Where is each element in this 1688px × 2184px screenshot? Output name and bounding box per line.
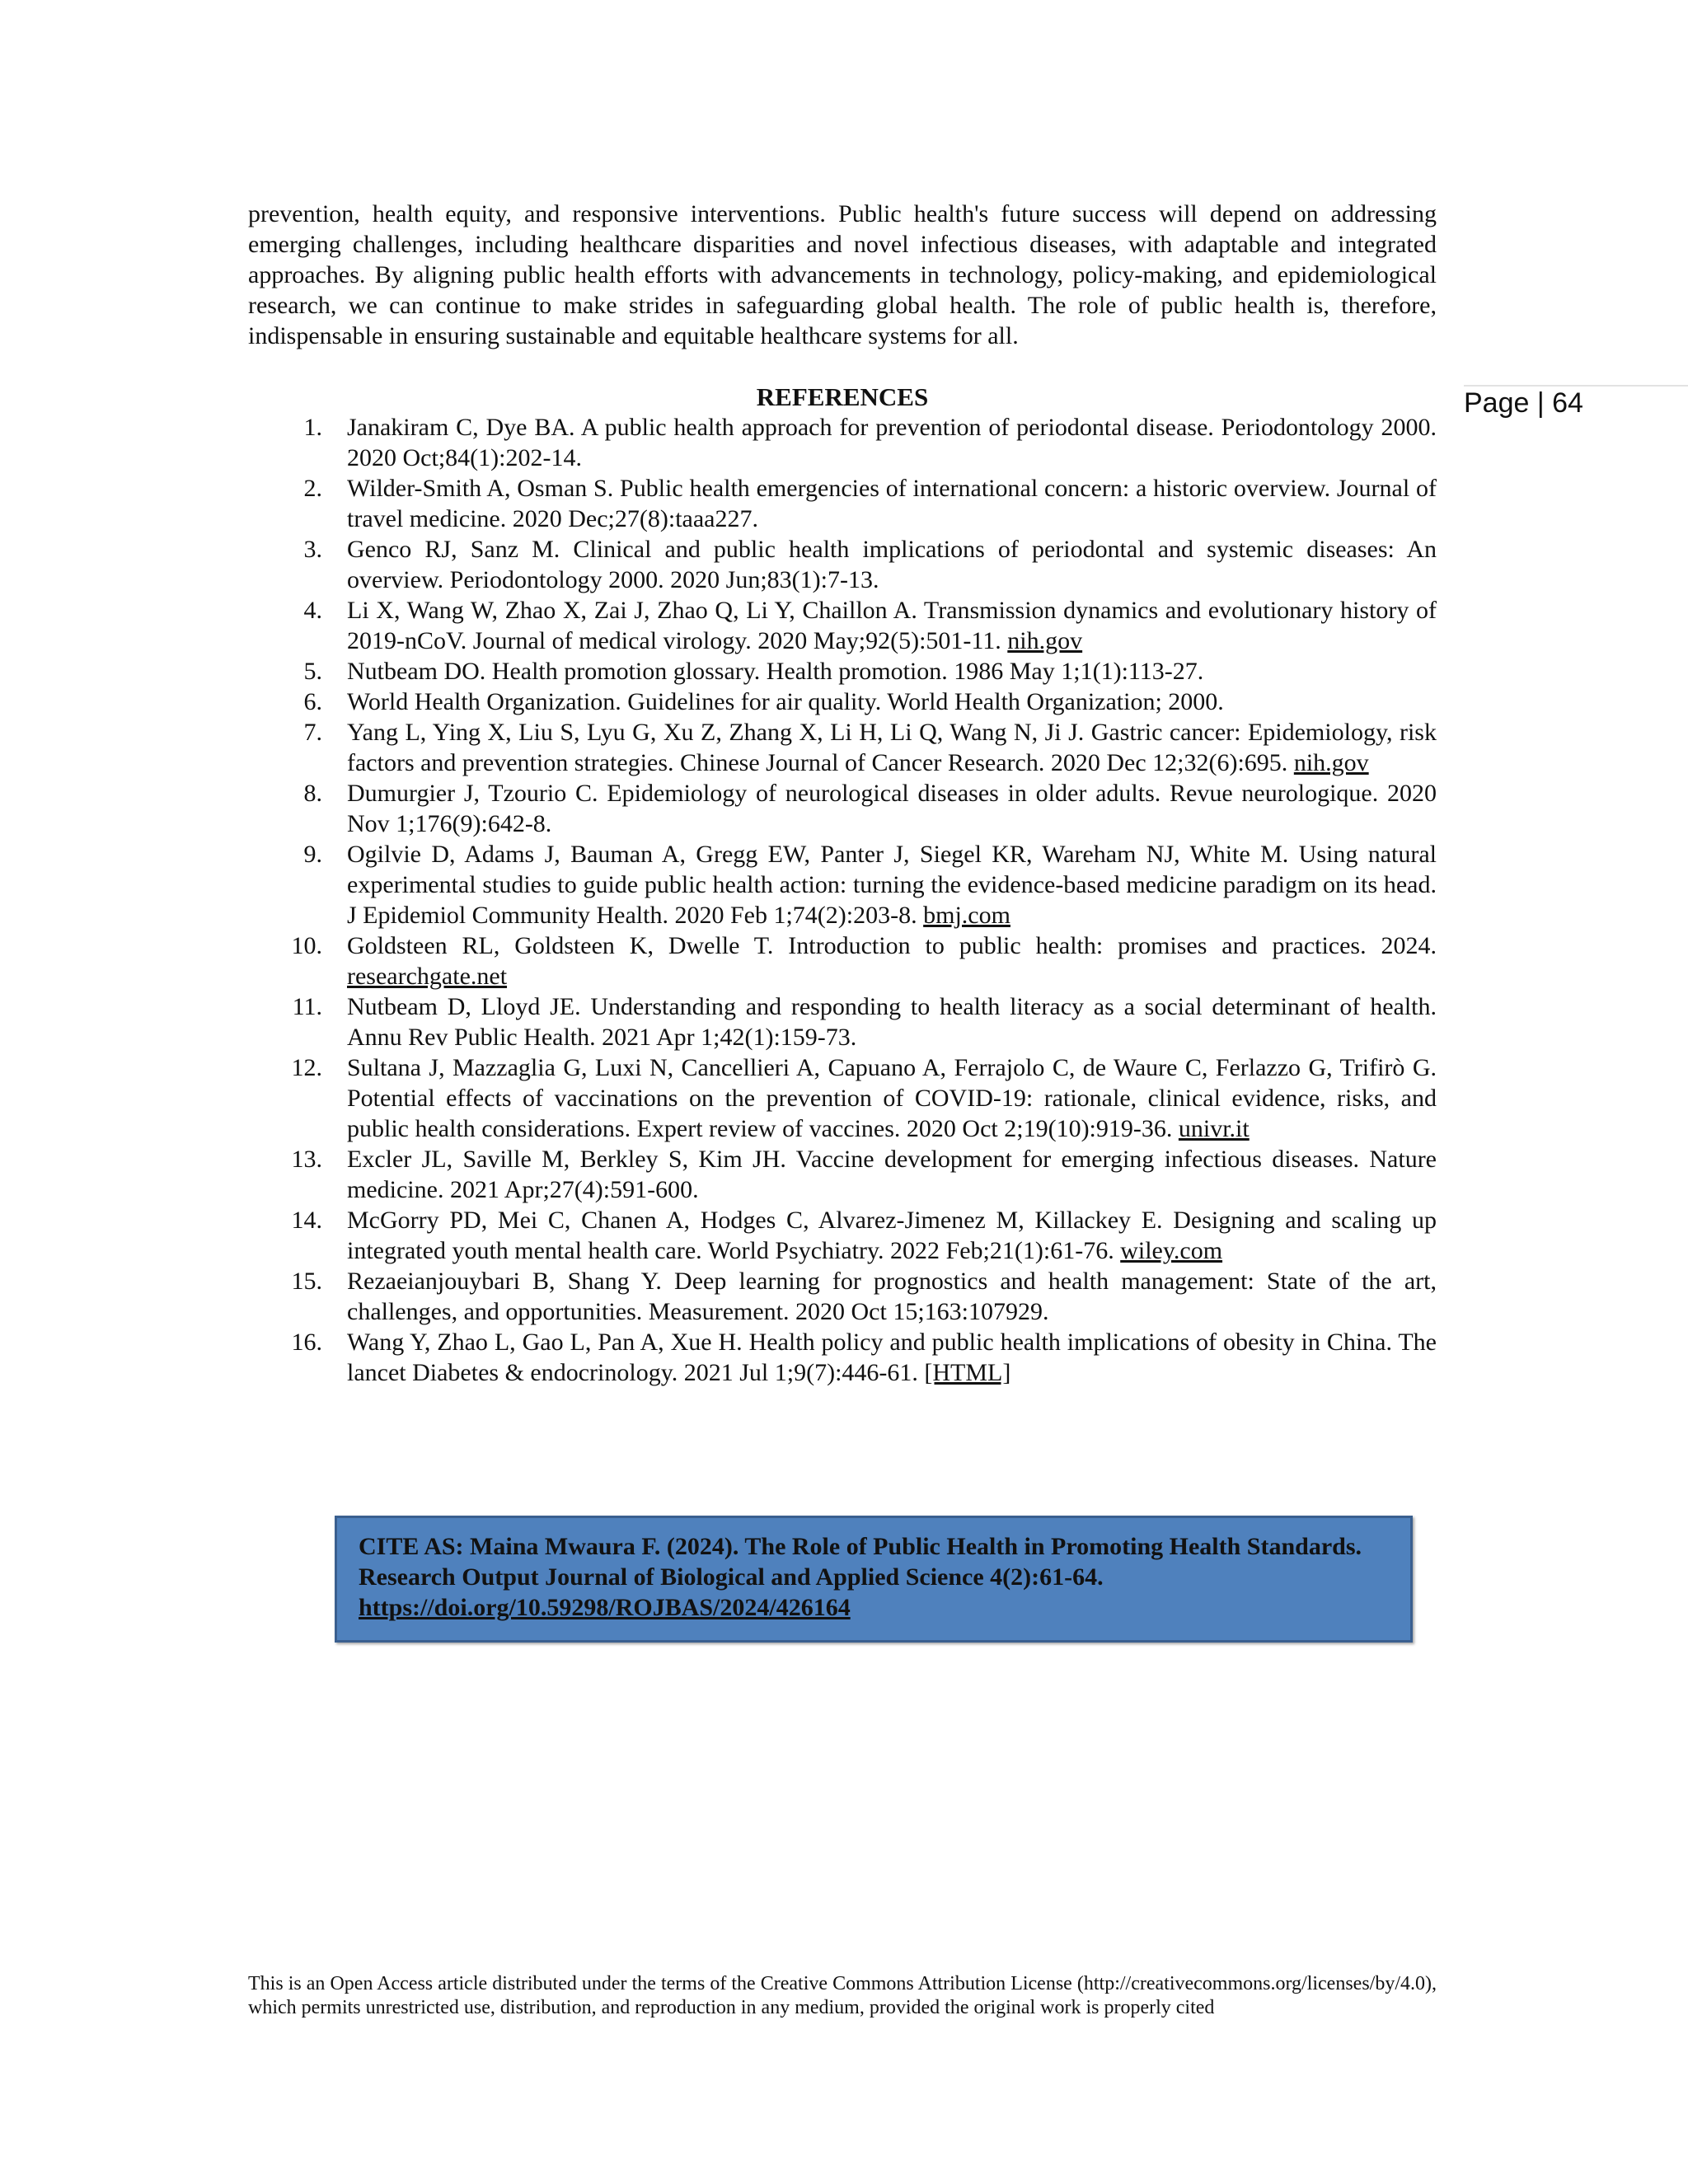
- reference-text: Nutbeam DO. Health promotion glossary. Health promotion. 1986 May 1;1(1):113-27.: [347, 658, 1204, 685]
- reference-number: 6.: [303, 688, 322, 715]
- reference-number: 13.: [291, 1146, 322, 1173]
- reference-text: Excler JL, Saville M, Berkley S, Kim JH. Vaccine development for emerging infectious diseases. Nature medicine. 2021 Apr;27(4):591-600.: [347, 1146, 1437, 1203]
- reference-link[interactable]: wiley.com: [1120, 1237, 1223, 1264]
- license-footer: This is an Open Access article distributed under the terms of the Creative Commons Attribution License (http://creativecommons.org/licenses/by/4.0), which permits unrestricted use, distribution, and reproduction in any medium, provided the original work is properly cited: [248, 1973, 1437, 2018]
- doi-link[interactable]: https://doi.org/10.59298/ROJBAS/2024/426164: [359, 1594, 851, 1621]
- reference-item: [248, 1266, 1437, 1327]
- page-number: Page | 64: [1464, 387, 1583, 419]
- reference-item: [248, 534, 1437, 595]
- reference-number: 11.: [292, 993, 322, 1020]
- reference-item: [248, 473, 1437, 534]
- intro-paragraph: prevention, health equity, and responsive interventions. Public health's future success will depend on addressing emerging challenges, including healthcare disparities and novel infectious diseases, with adaptable and integrated approaches. By aligning public health efforts with advancements in technology, policy-making, and epidemiological research, we can continue to make strides in safeguarding global health. The role of public health is, therefore, indispensable in ensuring sustainable and equitable healthcare systems for all.: [248, 200, 1437, 349]
- reference-link[interactable]: researchgate.net: [347, 963, 508, 990]
- reference-item: [248, 412, 1437, 473]
- citation-text: CITE AS: Maina Mwaura F. (2024). The Role of Public Health in Promoting Health Standards. Research Output Journal of Biological and Applied Science 4(2):61-64.: [359, 1533, 1362, 1591]
- reference-text: Yang L, Ying X, Liu S, Lyu G, Xu Z, Zhang X, Li H, Li Q, Wang N, Ji J. Gastric cancer: Epidemiology, risk factors and prevention strategies. Chinese Journal of Cancer Research. 2020 Dec 12;32(6):695.: [347, 719, 1437, 776]
- reference-link[interactable]: univr.it: [1178, 1115, 1250, 1142]
- reference-list: [248, 412, 1437, 1388]
- reference-item: [248, 1327, 1437, 1388]
- reference-number: 1.: [303, 414, 322, 441]
- reference-item: [248, 839, 1437, 930]
- reference-link[interactable]: bmj.com: [923, 902, 1010, 929]
- reference-text: Rezaeianjouybari B, Shang Y. Deep learning for prognostics and health management: State of the art, challenges, and opportunities. Measurement. 2020 Oct 15;163:107929.: [347, 1268, 1437, 1325]
- reference-item: [248, 1144, 1437, 1205]
- reference-text: Goldsteen RL, Goldsteen K, Dwelle T. Introduction to public health: promises and practices. 2024.: [347, 932, 1437, 959]
- reference-number: 4.: [303, 597, 322, 624]
- reference-item: [248, 595, 1437, 656]
- reference-item: [248, 778, 1437, 839]
- reference-text: World Health Organization. Guidelines for air quality. World Health Organization; 2000.: [347, 688, 1224, 715]
- reference-text: Genco RJ, Sanz M. Clinical and public health implications of periodontal and systemic diseases: An overview. Periodontology 2000. 2020 Jun;83(1):7-13.: [347, 536, 1437, 593]
- reference-number: 2.: [303, 475, 322, 502]
- references-heading: REFERENCES: [756, 382, 929, 411]
- reference-number: 5.: [303, 658, 322, 685]
- reference-text: Janakiram C, Dye BA. A public health approach for prevention of periodontal disease. Periodontology 2000. 2020 Oct;84(1):202-14.: [347, 414, 1437, 471]
- reference-number: 3.: [303, 536, 322, 563]
- reference-link[interactable]: nih.gov: [1293, 749, 1369, 776]
- reference-number: 14.: [291, 1207, 322, 1234]
- reference-text: McGorry PD, Mei C, Chanen A, Hodges C, Alvarez-Jimenez M, Killackey E. Designing and scaling up integrated youth mental health care. World Psychiatry. 2022 Feb;21(1):61-76.: [347, 1207, 1437, 1264]
- citation-box: [335, 1516, 1413, 1643]
- reference-item: [248, 1052, 1437, 1144]
- reference-number: 16.: [291, 1329, 322, 1356]
- reference-text: Wilder-Smith A, Osman S. Public health emergencies of international concern: a historic overview. Journal of travel medicine. 2020 Dec;27(8):taaa227.: [347, 475, 1437, 532]
- page-label-divider: [1464, 385, 1688, 387]
- reference-number: 9.: [303, 841, 322, 868]
- reference-number: 15.: [291, 1268, 322, 1295]
- reference-text: Nutbeam D, Lloyd JE. Understanding and responding to health literacy as a social determinant of health. Annu Rev Public Health. 2021 Apr 1;42(1):159-73.: [347, 993, 1437, 1051]
- reference-item: [248, 991, 1437, 1052]
- reference-text: Dumurgier J, Tzourio C. Epidemiology of neurological diseases in older adults. Revue neurologique. 2020 Nov 1;176(9):642-8.: [347, 780, 1437, 837]
- reference-link[interactable]: nih.gov: [1007, 627, 1083, 654]
- reference-item: [248, 656, 1437, 687]
- reference-text: Li X, Wang W, Zhao X, Zai J, Zhao Q, Li Y, Chaillon A. Transmission dynamics and evolutionary history of 2019-nCoV. Journal of medical virology. 2020 May;92(5):501-11.: [347, 597, 1437, 654]
- reference-item: [248, 1205, 1437, 1266]
- reference-text: Ogilvie D, Adams J, Bauman A, Gregg EW, Panter J, Siegel KR, Wareham NJ, White M. Using natural experimental studies to guide public health action: turning the evidence-based medicine paradigm on its head. J Epidemiol Community Health. 2020 Feb 1;74(2):203-8.: [347, 841, 1437, 929]
- reference-number: 8.: [303, 780, 322, 807]
- reference-item: [248, 930, 1437, 991]
- reference-number: 7.: [303, 719, 322, 746]
- reference-link[interactable]: [HTML]: [924, 1359, 1011, 1386]
- reference-number: 12.: [291, 1054, 322, 1081]
- reference-item: [248, 717, 1437, 778]
- reference-text: Sultana J, Mazzaglia G, Luxi N, Cancellieri A, Capuano A, Ferrajolo C, de Waure C, Ferlazzo G, Trifirò G. Potential effects of vaccinations on the prevention of COVID-19: rationale, clinical evidence, risks, and public health considerations. Expert review of vaccines. 2020 Oct 2;19(10):919-36.: [347, 1054, 1437, 1142]
- reference-item: [248, 687, 1437, 717]
- reference-text: Wang Y, Zhao L, Gao L, Pan A, Xue H. Health policy and public health implications of obesity in China. The lancet Diabetes & endocrinology. 2021 Jul 1;9(7):446-61.: [347, 1329, 1437, 1386]
- reference-number: 10.: [291, 932, 322, 959]
